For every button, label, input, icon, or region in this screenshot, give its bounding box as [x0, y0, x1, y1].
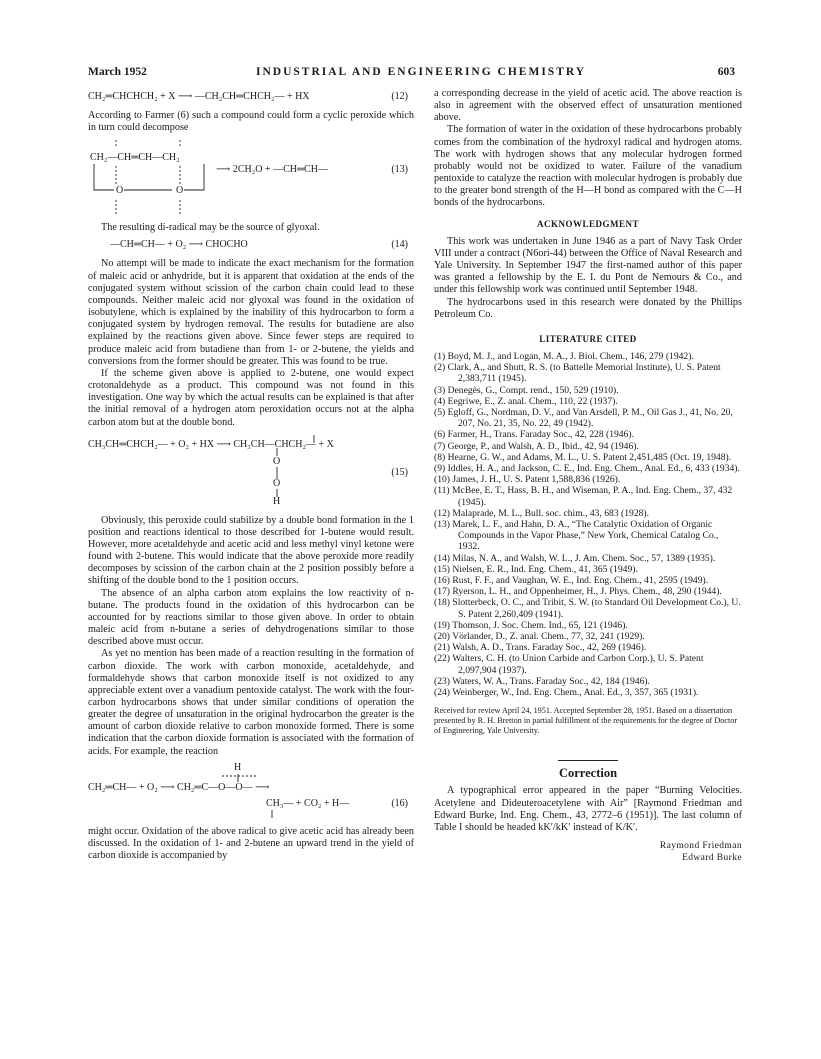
reference-item: (14) Milas, N. A., and Walsh, W. L., J. Am. Chem. Soc., 57, 1389 (1935).: [434, 552, 716, 564]
equation-number: (15): [391, 466, 408, 478]
reference-item: (5) Egloff, G., Nordman, D. V., and Van Arsdell, P. M., Oil Gas J., 41, No. 20, 207, No. 21, 35, No. 22, 49 (1942).: [434, 406, 733, 430]
reference-item: (19) Thomson, J. Soc. Chem. Ind., 65, 121 (1946).: [434, 619, 628, 631]
reference-item: (9) Iddles, H. A., and Jackson, C. E., Ind. Eng. Chem., Anal. Ed., 6, 433 (1934).: [434, 463, 740, 474]
peroxide-ring-bonds: [88, 138, 228, 218]
reference-item: (10) James, J. H., U. S. Patent 1,588,836 (1926).: [434, 474, 621, 486]
page-number: 603: [717, 66, 735, 78]
reference-item: (18) Slotterbeck, O. C., and Tribit, S. W. (to Standard Oil Development Co.), U. S. Patent 2,260,409 (1941).: [434, 597, 741, 620]
reference-item: (8) Hearne, G. W., and Adams, M. L., U. S. Patent 2,451,485 (Oct. 19, 1948).: [434, 451, 732, 463]
signature-friedman: Raymond Friedman: [659, 841, 742, 852]
left-column: [88, 88, 414, 862]
signature-burke: Edward Burke: [682, 853, 742, 864]
received-note: Received for review April 24, 1951. Accepted September 28, 1951. Based on a dissertation presented by R. H. Bretton in partial fulfillment of the requirements for the degree of Doctor of Engineering, Yale University.: [434, 706, 738, 736]
correction-text: A typographical error appeared in the paper “Burning Velocities. Acetylene and Dideuteroacetylene with Air” [Raymond Friedman and Edward Burke, Ind. Eng. Chem., 43, 2772–6 (1951)]. The last column of Table I should be headed kK′/kK′ instead of K/K′.: [434, 785, 742, 833]
acknowledgment-heading: ACKNOWLEDGMENT: [536, 218, 639, 229]
reference-item: (17) Ryerson, L. H., and Oppenheimer, H., J. Phys. Chem., 48, 290 (1944).: [434, 586, 722, 598]
equation-number: (16): [391, 797, 408, 809]
literature-cited-heading: LITERATURE CITED: [539, 333, 637, 344]
reference-item: (20) Vörlander, D., Z. anal. Chem., 77, 32, 241 (1929).: [434, 631, 645, 643]
correction-heading: Correction: [558, 766, 618, 781]
paragraph: a corresponding decrease in the yield of acetic acid. The above reaction is also in agreement with the observed effect of unsaturation mentioned above.: [434, 88, 742, 124]
reference-item: (11) McBee, E. T., Hass, B. H., and Wiseman, P. A., Ind. Eng. Chem., 37, 432 (1945).: [434, 485, 733, 508]
reference-item: (13) Marek, L. F., and Hahn, D. A., “The Catalytic Oxidation of Organic Compounds in the Vapor Phase,” New York, Chemical Catalog Co., 1932.: [434, 519, 719, 553]
equation-13: CH₂—CH═CH—CH₂ O O ⟶ 2CH₂O + —CH═CH— (13): [88, 138, 414, 218]
paragraph: might occur. Oxidation of the above radical to give acetic acid has already been discussed. In the oxidation of 1- and 2-butene an upward trend in the yield of carbon dioxide is accompanied by: [88, 825, 414, 862]
reference-item: (1) Boyd, M. J., and Logan, M. A., J. Biol. Chem., 146, 279 (1942).: [434, 350, 694, 362]
journal-title: INDUSTRIAL AND ENGINEERING CHEMISTRY: [256, 66, 587, 78]
reference-item: (7) George, P., and Walsh, A. D., Ibid., 42, 94 (1946).: [434, 440, 639, 452]
equation-number: (13): [391, 164, 408, 176]
reference-item: (4) Eegriwe, E., Z. anal. Chem., 110, 22 (1937).: [434, 395, 618, 407]
reference-item: (23) Waters, W. A., Trans. Faraday Soc., 42, 184 (1946).: [434, 675, 650, 687]
reference-item: (22) Walters, C. H. (to Union Carbide and Carbon Corp.), U. S. Patent 2,097,904 (1937).: [434, 653, 704, 676]
section-divider: [558, 760, 618, 761]
reference-item: (6) Farmer, H., Trans. Faraday Soc., 42, 228 (1946).: [434, 429, 634, 441]
right-column: [434, 88, 742, 864]
paragraph: As yet no mention has been made of a reaction resulting in the formation of carbon dioxide. The work with carbon monoxide, acetaldehyde, and formaldehyde shows that carbon monoxide itself is not oxidized to any appreciable extent over a vanadium pentoxide catalyst. The work with the four-carbon hydrocarbons shows that under similar conditions of operation the greater the degree of unsaturation in the original hydrocarbon the greater is the amount of carbon dioxide relative to carbon monoxide formed. There is some indication that the carbon dioxide formation is associated with the formation of acids. For example, the reaction: [88, 648, 414, 757]
equation-14: —CH═CH— + O₂ ⟶ CHOCHO (14): [110, 239, 408, 251]
paragraph: The hydrocarbons used in this research were donated by the Phillips Petroleum Co.: [434, 296, 742, 320]
reference-item: (16) Rust, F. F., and Vaughan, W. E., Ind. Eng. Chem., 41, 2595 (1949).: [434, 575, 709, 587]
page-header: [88, 66, 735, 80]
equation-12: CH₂═CHCHCH₂ + X ⟶ —CH₂CH═CHCH₂— + HX (12): [88, 91, 408, 102]
reference-item: (3) Denegès, G., Compt. rend., 150, 529 (1910).: [434, 384, 619, 396]
paragraph: This work was undertaken in June 1946 as a part of Navy Task Order VIII under a contract (N6ori-44) between the Office of Naval Research and Yale University. In September 1947 the first-named author of this paper was granted a fellowship by the E. I. du Pont de Nemours & Co., and under this fellowship work was continued until September 1948.: [434, 235, 742, 296]
equation-15: CH₃CH═CHCH₂— + O₂ + HX ⟶ CH₃CH—CHCH₂— + X O O H (15): [88, 433, 414, 507]
reference-item: (24) Weinberger, W., Ind. Eng. Chem., Anal. Ed., 3, 357, 365 (1931).: [434, 687, 699, 699]
reference-item: (2) Clark, A., and Shutt, R. S. (to Battelle Memorial Institute), U. S. Patent 2,383,711 (1945).: [434, 362, 721, 385]
paragraph: If the scheme given above is applied to 2-butene, one would expect crotonaldehyde as a product. This compound was not found in this investigation. One way by which the actual results can be explained is that after the initial removal of a hydrogen atom peroxidation occurs not at the alpha carbon atom but at the double bond.: [88, 367, 414, 428]
reference-list: [434, 351, 742, 698]
reference-item: (12) Malaprade, M. L., Bull. soc. chim., 43, 683 (1928).: [434, 507, 650, 519]
equation-16: H CH₂═CH— + O₂ ⟶ CH₂═C—O—O— ⟶ CH₃— + CO₂ + H— (16): [88, 762, 414, 822]
reference-item: (21) Walsh, A. D., Trans. Faraday Soc., 42, 269 (1946).: [434, 642, 647, 654]
equation-number: (14): [391, 239, 408, 251]
paragraph: According to Farmer (6) such a compound could form a cyclic peroxide which in turn could decompose: [88, 110, 414, 134]
issue-date: March 1952: [88, 66, 147, 78]
paragraph: The formation of water in the oxidation of these hydrocarbons probably comes from the combination of the hydroxyl radical and hydrogen atoms. The work with hydrogen shows that any molecular hydrogen formed probably would not be oxidized to water. Failure of the vanadium pentoxide to catalyze the reaction with molecular hydrogen is probably due to the greater bond strength of the H—H bond as compared with the C—H bonds of the hydrocarbons.: [434, 124, 742, 209]
paragraph: Obviously, this peroxide could stabilize by a double bond formation in the 1 position and reactions identical to those described for 1-butene would result. However, more acetaldehyde and acetic acid and less methyl vinyl ketone were found with 2-butene. This would indicate that the above peroxide more readily decomposes by scission of the carbon chain at the 2 position possibly before a shifting of the double bond to the 1 position occurs.: [88, 514, 414, 587]
paragraph: No attempt will be made to indicate the exact mechanism for the formation of maleic acid or anhydride, but it is apparent that oxidation at the ends of the conjugated system without scission of the carbon chain could lead to these compounds. Neither maleic acid nor glyoxal was found in the oxidation of isobutylene, which is explained by the inability of this hydrocarbon to form a conjugated system by hydrogen removal. The results for butadiene are also explained by the reactions given above. Since fewer steps are required to produce maleic acid from butadiene than from 1- or 2-butene, the yields and conversions from the former should be greater. This was found to be true.: [88, 258, 414, 367]
equation-number: (12): [391, 91, 408, 102]
reference-item: (15) Nielsen, E. R., Ind. Eng. Chem., 41, 365 (1949).: [434, 563, 638, 575]
paragraph: The absence of an alpha carbon atom explains the low reactivity of n-butane. The products found in the oxidation of this hydrocarbon can be accounted for by reactions similar to those given above. In order to obtain maleic acid from n-butane a series of dehydrogenations similar to those described above must occur.: [88, 587, 414, 648]
paragraph: The resulting di-radical may be the source of glyoxal.: [101, 222, 320, 234]
